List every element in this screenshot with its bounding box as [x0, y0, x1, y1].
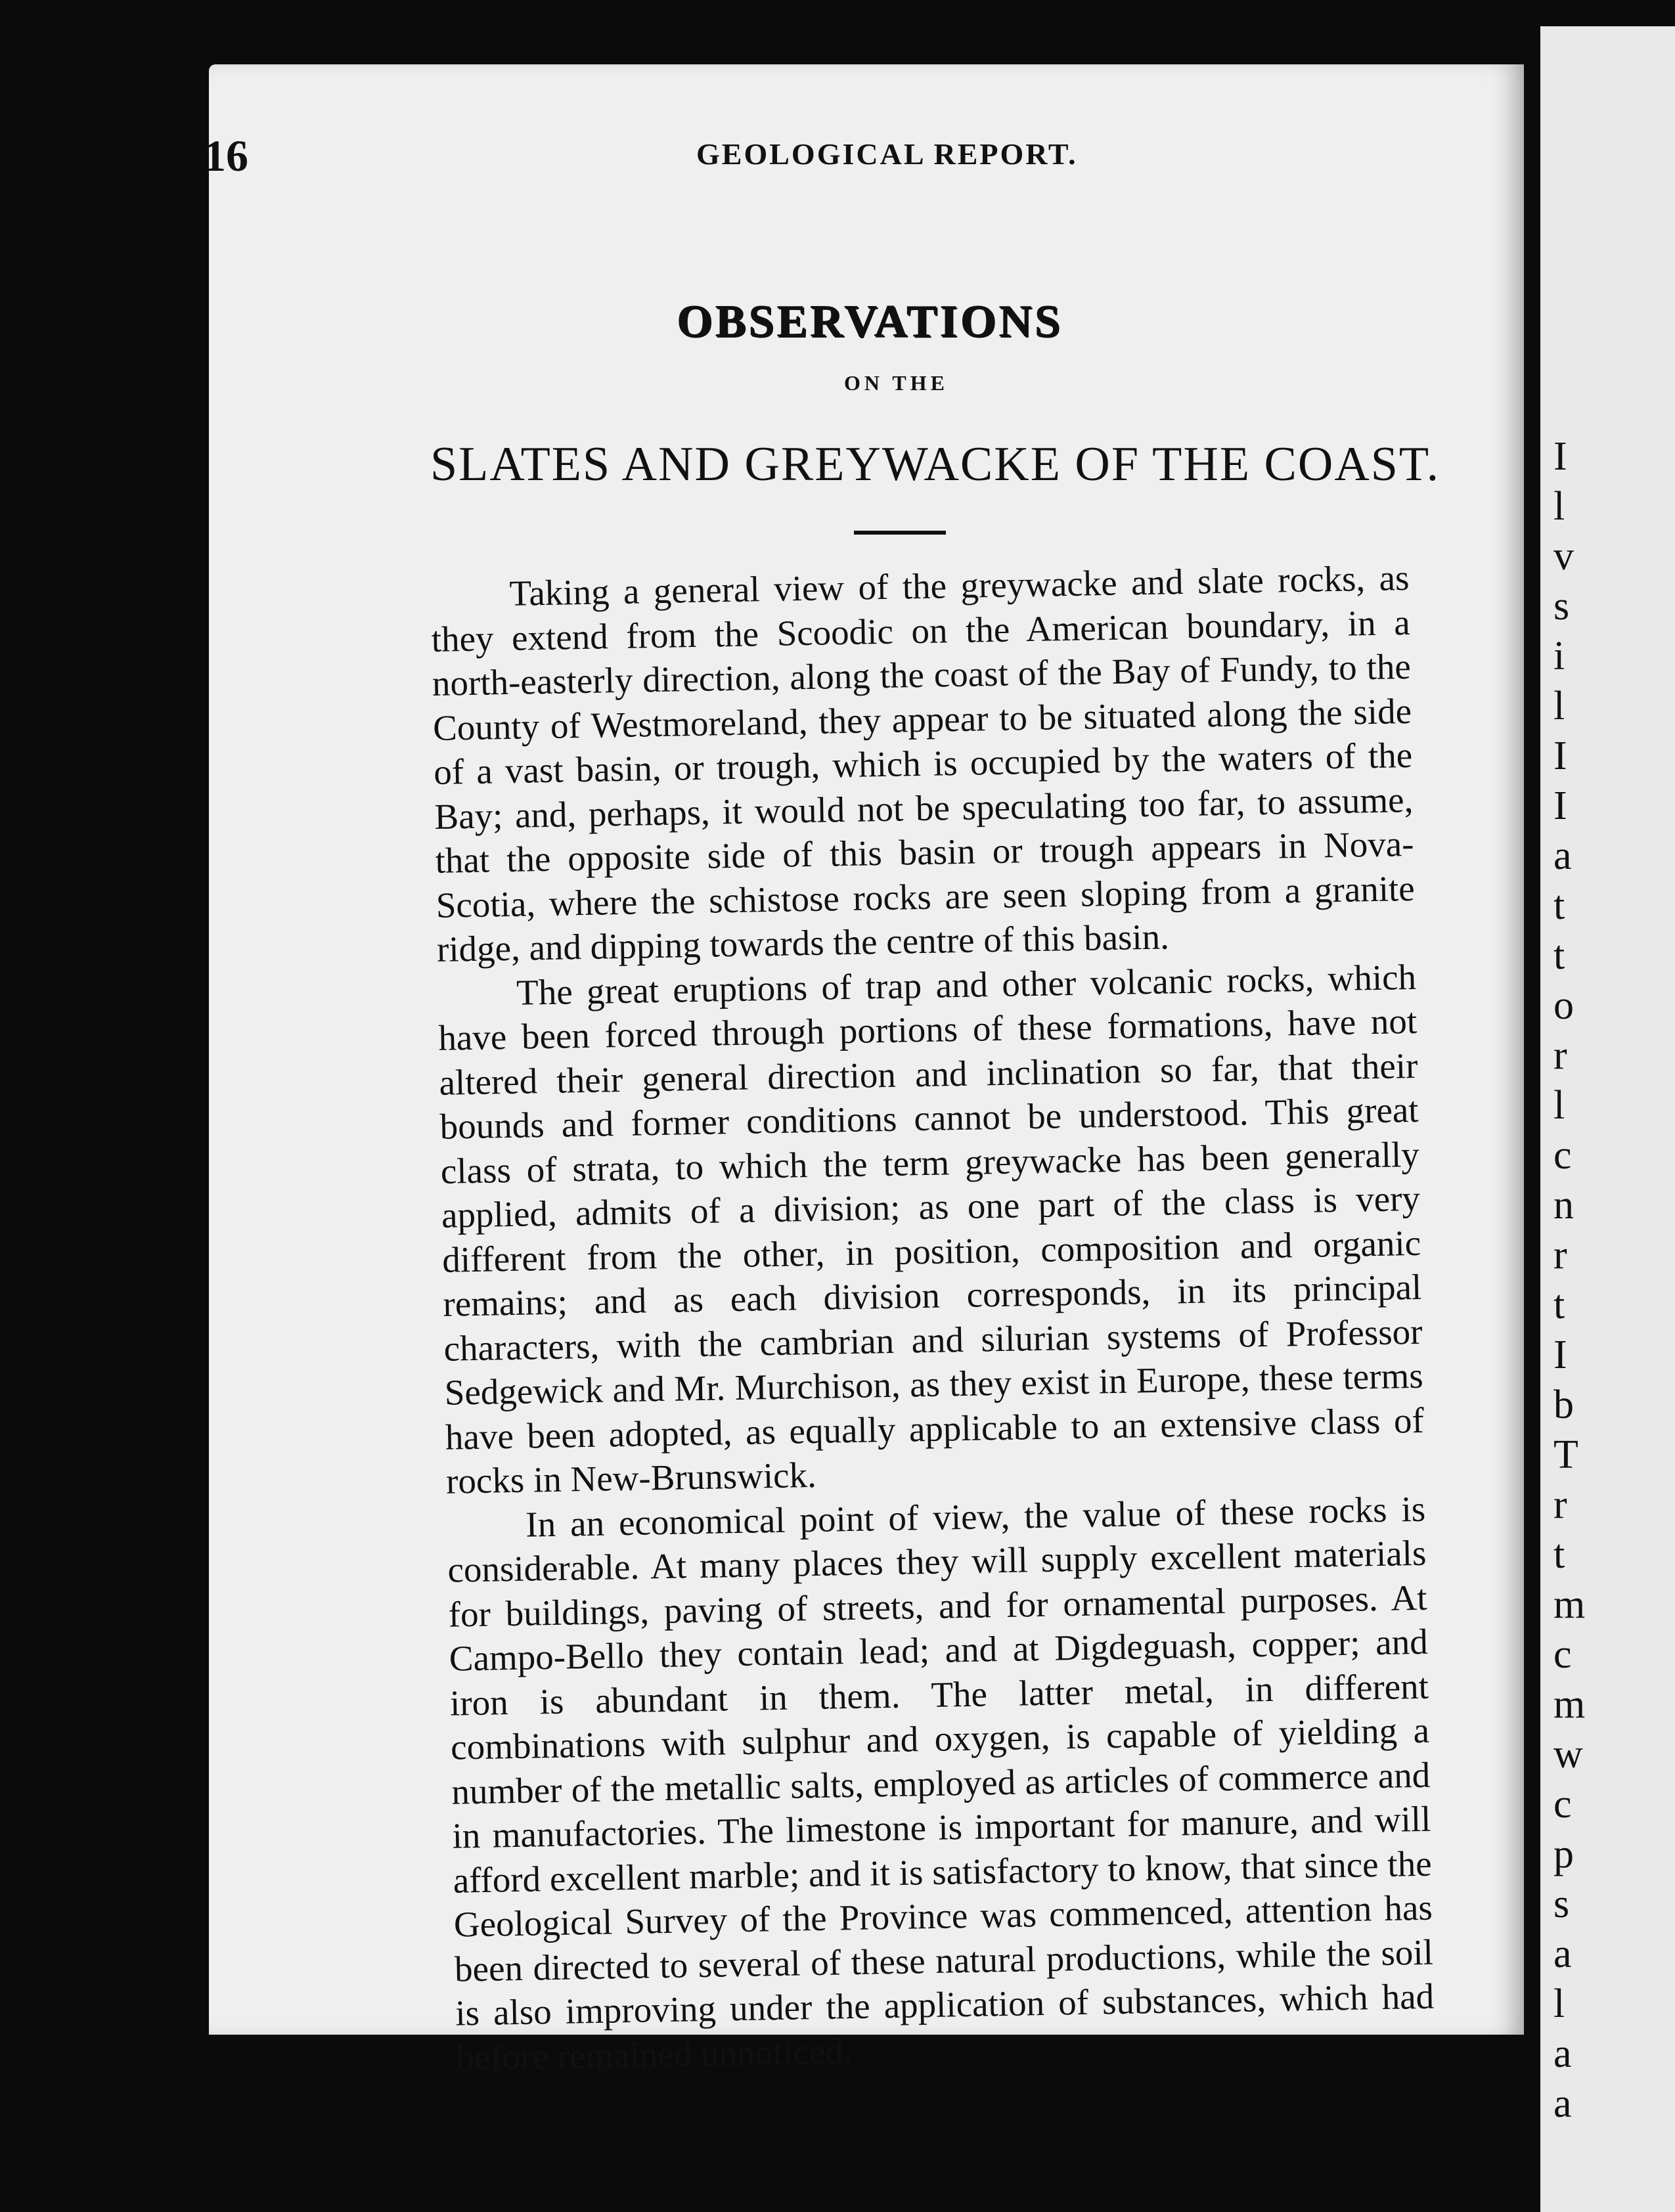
facing-page-fragment: I — [1553, 784, 1567, 828]
facing-page-fragment: o — [1553, 983, 1574, 1028]
facing-page-fragment: n — [1553, 1183, 1574, 1228]
page-number: 16 — [204, 131, 248, 181]
facing-page-fragment: w — [1553, 1732, 1583, 1777]
facing-page-fragment: r — [1553, 1033, 1567, 1078]
facing-page-fragment: c — [1553, 1133, 1572, 1178]
article-heading: SLATES AND GREYWACKE OF THE COAST. — [430, 437, 1440, 491]
facing-page — [1540, 26, 1675, 2212]
facing-page-fragment: t — [1553, 1283, 1565, 1327]
running-title: GEOLOGICAL REPORT. — [696, 137, 1078, 171]
facing-page-fragment: t — [1553, 883, 1565, 928]
facing-page-fragment: I — [1553, 734, 1567, 778]
facing-page-fragment: T — [1553, 1432, 1578, 1477]
paragraph: Taking a general view of the greywacke and slate rocks, as they extend from the Scoodic on the American boundary, in a north-easterly direction, along the coast of the Bay of Fundy, to the County of Westmoreland, they appear to be situated along the side of a vast basin, or trough, which is occupied by the waters of the Bay; and, perhaps, it would not be speculating too far, to assume, that the opposite side of this basin or trough appears in Nova-Scotia, where the schistose rocks are seen sloping from a granite ridge, and dipping towards the centre of this basin. — [431, 557, 1416, 969]
facing-page-fragment: I — [1553, 1333, 1567, 1377]
facing-page-fragment: l — [1553, 1981, 1565, 2026]
facing-page-fragment: s — [1553, 584, 1570, 629]
paragraph: In an economical point of view, the value of these rocks is considerable. At many places they will supply excellent materials for buildings, paving of streets, and for ornamental purposes. At Campo-Bello they contain lead; and at Digdeguash, copper; and iron is abundant in them. The latter metal, in different combinations with sulphur and oxygen, is capable of yielding a number of the metallic salts, employed as articles of commerce and in manufactories. The limestone is important for manure, and will afford excellent marble; and it is satisfactory to know, that since the Geological Survey of the Province was commenced, attention has been directed to several of these natural productions, while the soil is also improving under the application of substances, which had before remained unnoticed. — [447, 1488, 1435, 2078]
facing-page-fragment: l — [1553, 484, 1565, 529]
article-subtitle: ON THE — [844, 371, 949, 395]
facing-page-fragment: l — [1553, 684, 1565, 728]
facing-page-fragment: a — [1553, 833, 1572, 878]
title-rule — [854, 531, 946, 535]
facing-page-fragment: t — [1553, 1532, 1565, 1577]
facing-page-fragment: v — [1553, 534, 1574, 579]
facing-page-fragment: c — [1553, 1632, 1572, 1677]
article-title: OBSERVATIONS — [677, 296, 1063, 347]
facing-page-fragment: c — [1553, 1782, 1572, 1826]
facing-page-fragment: a — [1553, 1932, 1572, 1976]
facing-page-fragment: i — [1553, 634, 1565, 678]
facing-page-fragment: a — [1553, 2031, 1572, 2076]
facing-page-fragment: m — [1553, 1582, 1586, 1627]
facing-page-fragment: p — [1553, 1832, 1574, 1876]
facing-page-fragment: b — [1553, 1382, 1574, 1427]
facing-page-fragment: m — [1553, 1682, 1586, 1727]
facing-page-fragment: a — [1553, 2081, 1572, 2126]
facing-page-fragment: t — [1553, 933, 1565, 978]
facing-page-fragment: l — [1553, 1083, 1565, 1128]
facing-page-fragment: r — [1553, 1482, 1567, 1527]
facing-page-fragment: r — [1553, 1233, 1567, 1277]
facing-page-fragment: I — [1553, 434, 1567, 479]
facing-page-fragment: s — [1553, 1882, 1570, 1926]
article-body — [430, 556, 1435, 2080]
paragraph: The great eruptions of trap and other volcanic rocks, which have been forced through portions of these formations, have not altered their general direction and inclination so far, that their bounds and former conditions cannot be understood. This great class of strata, to which the term greywacke has been generally applied, admits of a division; as one part of the class is very different from the other, in position, composition and organic remains; and as each division corresponds, in its principal characters, with the cambrian and silurian systems of Professor Sedgewick and Mr. Murchison, as they exist in Europe, these terms have been adopted, as equally applicable to an extensive class of rocks in New-Brunswick. — [437, 956, 1425, 1501]
